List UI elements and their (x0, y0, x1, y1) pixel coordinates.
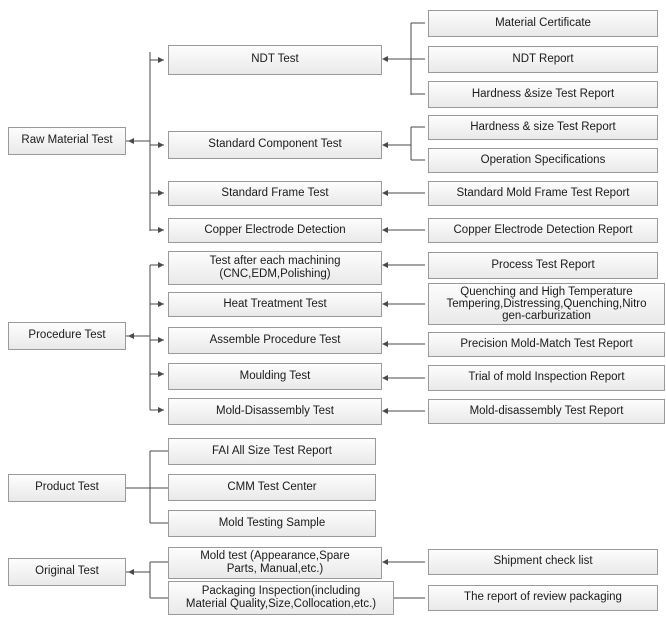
node-fai-all-size-test-report[interactable] (168, 438, 376, 465)
report-label: Process Test Report (491, 258, 595, 271)
report-operation-specifications[interactable] (428, 148, 658, 173)
node-standard-component-test[interactable] (168, 131, 382, 159)
report-quenching-tempering[interactable] (428, 283, 665, 325)
report-label: Shipment check list (493, 555, 593, 568)
report-label: Material Certificate (495, 16, 591, 29)
report-label: Copper Electrode Detection Report (453, 223, 633, 236)
report-label: Hardness &size Test Report (471, 87, 615, 100)
report-review-packaging[interactable] (428, 585, 658, 611)
node-ndt-test[interactable] (168, 45, 382, 75)
node-mold-testing-sample[interactable] (168, 510, 376, 537)
node-label: Mold-Disassembly Test (215, 404, 334, 417)
report-label: Standard Mold Frame Test Report (456, 186, 630, 199)
node-label-line-1: Test after each machining (209, 254, 341, 267)
report-label: Precision Mold-Match Test Report (460, 337, 633, 350)
node-moulding-test[interactable] (168, 363, 382, 390)
report-material-certificate[interactable] (428, 10, 658, 37)
node-standard-frame-test[interactable] (168, 181, 382, 206)
node-packaging-inspection[interactable] (168, 581, 394, 615)
node-cmm-test-center[interactable] (168, 474, 376, 501)
node-label-line-2: Material Quality,Size,Collocation,etc.) (185, 598, 377, 610)
report-label: Hardness & size Test Report (470, 120, 616, 133)
node-mold-test-appearance[interactable] (168, 547, 382, 579)
group-label-text: Raw Material Test (21, 134, 113, 147)
node-label: Copper Electrode Detection (204, 223, 346, 236)
group-label-text: Product Test (35, 481, 99, 494)
group-label-text: Procedure Test (28, 329, 106, 342)
node-assemble-procedure-test[interactable] (168, 327, 382, 354)
report-trial-of-mold-inspection-report[interactable] (428, 365, 665, 391)
report-shipment-check-list[interactable] (428, 549, 658, 575)
report-ndt-report[interactable] (428, 46, 658, 73)
group-label-procedure-test[interactable] (8, 322, 126, 350)
report-precision-mold-match-test-report[interactable] (428, 332, 665, 357)
node-label: CMM Test Center (227, 480, 317, 493)
report-mold-disassembly-test-report[interactable] (428, 399, 665, 424)
node-test-after-each-machining[interactable] (168, 251, 382, 285)
report-label: Trial of mold Inspection Report (468, 371, 625, 384)
report-label: NDT Report (512, 52, 574, 65)
node-label-line-1: Mold test (Appearance,Spare (200, 549, 350, 562)
report-process-test-report[interactable] (428, 252, 658, 279)
report-label-line-2: Tempering,Distressing,Quenching,Nitro (446, 297, 647, 310)
report-hardness-size-test-report[interactable] (428, 81, 658, 108)
report-label-line-3: gen-carburization (502, 310, 591, 323)
node-copper-electrode-detection[interactable] (168, 218, 382, 243)
node-label-line-2: (CNC,EDM,Polishing) (219, 268, 331, 280)
report-label: The report of review packaging (464, 591, 622, 604)
group-label-product-test[interactable] (8, 474, 126, 502)
report-label: Operation Specifications (480, 153, 606, 166)
node-label: Moulding Test (239, 369, 311, 382)
node-label: Mold Testing Sample (218, 516, 326, 529)
report-label: Mold-disassembly Test Report (469, 404, 624, 417)
node-heat-treatment-test[interactable] (168, 292, 382, 317)
node-label: Heat Treatment Test (223, 297, 327, 310)
report-standard-mold-frame-test-report[interactable] (428, 181, 658, 206)
group-label-text: Original Test (35, 565, 99, 578)
node-label: FAI All Size Test Report (212, 444, 332, 457)
report-hardness-and-size-test-report[interactable] (428, 115, 658, 140)
node-label-line-1: Packaging Inspection(including (201, 584, 361, 597)
report-copper-electrode-detection-report[interactable] (428, 218, 658, 243)
node-label-line-2: Parts, Manual,etc.) (226, 563, 324, 575)
node-label: Assemble Procedure Test (209, 333, 341, 346)
group-label-raw-material-test[interactable] (8, 127, 126, 155)
node-mold-disassembly-test[interactable] (168, 398, 382, 425)
node-label: NDT Test (251, 53, 299, 66)
node-label: Standard Frame Test (221, 186, 329, 199)
node-label: Standard Component Test (208, 138, 342, 151)
report-label-line-1: Quenching and High Temperature (460, 285, 633, 298)
group-label-original-test[interactable] (8, 558, 126, 586)
